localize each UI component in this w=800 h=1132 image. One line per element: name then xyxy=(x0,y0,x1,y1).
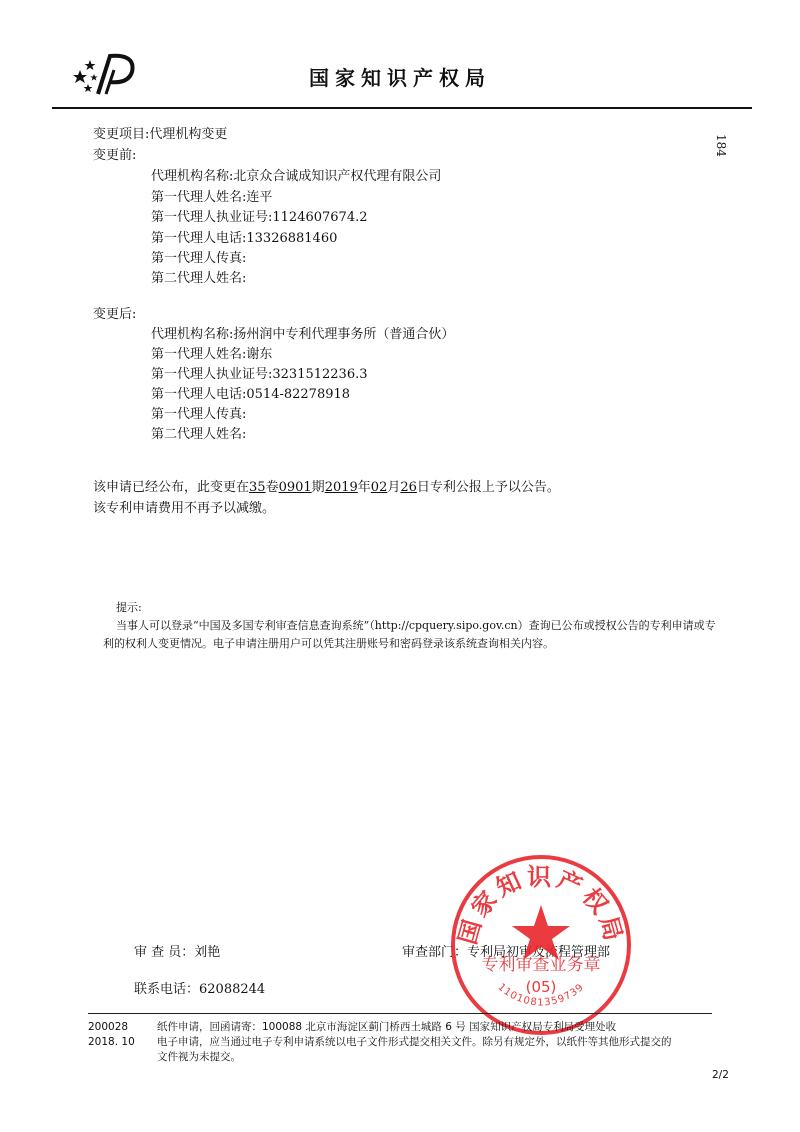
official-seal-icon xyxy=(446,850,636,1040)
examiner: 审 查 员：刘艳 xyxy=(134,945,221,960)
after-agent1-fax: 第一代理人传真: xyxy=(151,407,247,422)
hint-label: 提示: xyxy=(116,601,142,614)
seal-line-2: (05) xyxy=(525,978,557,996)
after-agent1-phone: 第一代理人电话:0514-82278918 xyxy=(151,387,351,402)
announcement-line xyxy=(93,479,560,497)
footer-line-2: 电子申请，应当通过电子专利申请系统以电子文件形式提交相关文件。除另有规定外，以纸件等其他形式提交的 xyxy=(157,1036,672,1048)
before-agent1-fax: 第一代理人传真: xyxy=(151,251,247,266)
gazette-issue: 0901 xyxy=(278,480,312,495)
announcement-text: 月 xyxy=(387,480,401,495)
announcement-text: 该申请已经公布，此变更在 xyxy=(93,480,250,495)
after-agent2-name: 第二代理人姓名: xyxy=(151,427,247,442)
before-agent2-name: 第二代理人姓名: xyxy=(151,271,247,286)
before-agent1-phone: 第一代理人电话:13326881460 xyxy=(151,231,338,246)
gazette-year: 2019 xyxy=(324,480,358,495)
after-agent1-name: 第一代理人姓名:谢东 xyxy=(151,347,273,362)
fee-note: 该专利申请费用不再予以减缴。 xyxy=(93,501,276,516)
seal-number: 1101081359739 xyxy=(495,981,587,1009)
page-number: 2/2 xyxy=(712,1069,729,1081)
after-heading: 变更后: xyxy=(93,307,137,322)
before-agency-name: 代理机构名称:北京众合诚成知识产权代理有限公司 xyxy=(151,169,442,184)
before-heading: 变更前: xyxy=(93,148,137,163)
change-item: 变更项目:代理机构变更 xyxy=(93,127,228,142)
footer-line-3: 文件视为未提交。 xyxy=(157,1051,241,1063)
seal-top-text: 国家知识产权局 xyxy=(453,863,629,948)
gazette-day: 26 xyxy=(400,480,417,495)
announcement-text: 卷 xyxy=(265,480,279,495)
page-title: 国家知识产权局 xyxy=(309,66,491,90)
footer-line-1: 纸件申请，回函请寄：100088 北京市海淀区蓟门桥西土城路 6 号 国家知识产权局专利局受理处收 xyxy=(157,1021,617,1033)
contact-phone: 联系电话：62088244 xyxy=(134,982,266,997)
header-divider xyxy=(52,107,752,109)
examining-department: 审查部门：专利局初审及流程管理部 xyxy=(402,945,611,960)
before-agent1-name: 第一代理人姓名:连平 xyxy=(151,190,273,205)
after-agent1-license: 第一代理人执业证号:3231512236.3 xyxy=(151,367,368,382)
gazette-month: 02 xyxy=(370,480,388,495)
footer-divider xyxy=(88,1013,712,1014)
announcement-text: 年 xyxy=(357,480,371,495)
hint-line-1: 当事人可以登录“中国及多国专利审查信息查询系统”（http://cpquery.sipo.gov.cn）查询已公布或授权公告的专利申请或专 xyxy=(116,619,716,632)
side-page-number: 184 xyxy=(714,134,728,157)
gazette-volume: 35 xyxy=(249,480,266,495)
hint-line-2: 利的权利人变更情况。电子申请注册用户可以凭其注册账号和密码登录该系统查询相关内容。 xyxy=(103,637,554,650)
announcement-text: 日专利公报上予以公告。 xyxy=(416,480,560,495)
footer-code: 200028 xyxy=(88,1021,129,1033)
footer-date: 2018. 10 xyxy=(88,1036,135,1048)
seal-line-1: 专利审查业务章 xyxy=(481,955,601,975)
before-agent1-license: 第一代理人执业证号:1124607674.2 xyxy=(151,210,368,225)
after-agency-name: 代理机构名称:扬州润中专利代理事务所（普通合伙） xyxy=(151,327,455,342)
announcement-text: 期 xyxy=(311,480,325,495)
